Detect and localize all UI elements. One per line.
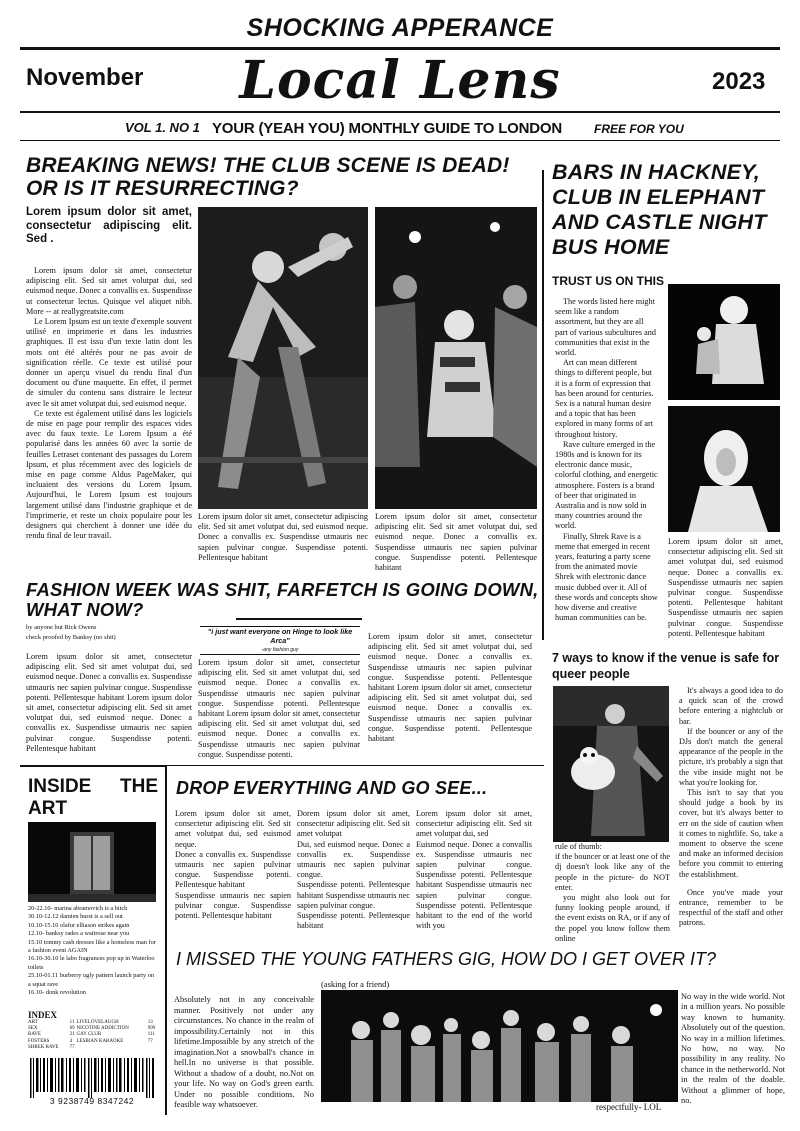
- index-row: [28, 1045, 158, 1051]
- index-cell: FOSTERS: [28, 1038, 50, 1044]
- index-cell: LESBIAN KARAOKE: [76, 1038, 124, 1044]
- fashion-checked: check proofed by Banksy (no shit): [26, 634, 116, 641]
- lead-body: [26, 266, 192, 541]
- art-listing-item: 20-22.10- marina abramovich is a bitch: [28, 905, 128, 912]
- index-cell: RAVE: [28, 1032, 41, 1038]
- inside-art-photo: [28, 822, 156, 902]
- bars-photo-caption: Lorem ipsum dolor sit amet, consectetur adipiscing elit. Sed sit amet volutpat dui, sed euismod neque. Donec a convallis ex. Suspendisse utmauris nec sapien pulvinar congue. Suspendisse potenti. Pellentesque habitant Suspendisse utmauris nec sapien pulvinar congue. Suspendisse potenti. Pellentesque habitant: [668, 537, 783, 638]
- top-banner: SHOCKING APPERANCE: [246, 14, 554, 42]
- lead-headline: BREAKING NEWS! THE CLUB SCENE IS DEAD! OR IS IT RESURRECTING?: [26, 154, 510, 200]
- fathers-headline: I MISSED THE YOUNG FATHERS GIG, HOW DO I GET OVER IT?: [176, 949, 717, 969]
- section-divider-art: [165, 765, 167, 1115]
- bars-paragraph-1: The words listed here might seem like a random assortment, but they are all part of various subcultures and communities that exist in the world.: [555, 297, 656, 358]
- fathers-body-right: No way in the wide world. Not in a million years. No possible way known to humanity. Absolutely out of the question. No way in a million lifetimes. No how, no way. No possibility in any reality. No chance in the netherworld. Not in the realm of the doable. Without a glimmer of hope, no.: [681, 992, 785, 1106]
- index-cell: SHREK RAVE: [28, 1044, 59, 1050]
- index-cell: 69: [69, 1026, 75, 1032]
- bars-paragraph-2: Art can mean different things to different people, but it is a form of expression that has been around for centuries. Sex is a natural human desire and a topic that has been explored in many forms of art throughout history.: [555, 358, 654, 439]
- art-listing-item: 15.10 tommy cash dresses like a homeless man for a fashion event AGAIN: [28, 938, 156, 955]
- art-listing-item: 10.10-15.10 olafur elliason strikes again: [28, 921, 130, 929]
- drop-column-2: Dorem ipsum dolor sit amet, consectetur adipiscing elit. Sed sit amet volutpat Dui, sed euismod neque. Donec a convallis ex. Suspendisse utmauris nec sapien pulvinar congue. Suspendisse potenti. Pellentesque habitant Suspendisse utmauris nec sapien pulvinar congue. Suspendisse potenti. Pellentesque habitant: [297, 809, 410, 931]
- section-rule-middle: [166, 765, 544, 766]
- index-cell: 11: [69, 1020, 75, 1025]
- bars-headline: BARS IN HACKNEY, CLUB IN ELEPHANT AND CASTLE NIGHT BUS HOME: [552, 160, 767, 259]
- index-cell: LIVELOVELAUGH: [76, 1020, 119, 1025]
- fashion-body-3: Lorem ipsum dolor sit amet, consectetur adipiscing elit. Sed sit amet volutpat dui, sed euismod neque. Donec a convallis ex. Suspendisse utmauris nec sapien pulvinar congue. Suspendisse potenti. Pellentesque habitant Lorem ipsum dolor sit amet, consectetur adipiscing elit. Sed sit amet volutpat dui, sed euismod neque. Donec a convallis ex. Suspendisse utmauris nec sapien pulvinar congue. Suspendisse potenti. Pellentesque habitant: [368, 632, 532, 744]
- queer-paragraph-1: It's always a good idea to do a quick scan of the crowd before entering a nightclub or bar.: [679, 686, 783, 726]
- lead-deck: Lorem ipsum dolor sit amet, consectetur adipiscing elit. Sed .: [26, 206, 192, 245]
- art-listings: [28, 905, 158, 997]
- barcode-number: 3 9238749 8347242: [49, 1096, 135, 1106]
- index-title: INDEX: [28, 1010, 58, 1020]
- queer-paragraph-3: This isn't to say that you should judge a book by its cover, but it's always better to err on the side of caution when it comes to nightlife. So, take a moment to observe the scene and make an informed decision before you commit to entering the establishment.: [679, 788, 783, 879]
- index-cell: 4: [69, 1038, 73, 1044]
- section-rule-left: [20, 765, 166, 767]
- club-photo-2: [375, 207, 537, 509]
- index-cell: 77: [147, 1038, 153, 1044]
- issue-year: 2023: [712, 68, 766, 95]
- index-cell: 77: [69, 1044, 75, 1050]
- column-divider: [542, 170, 544, 640]
- queer-paragraph-4: Once you've made your entrance, remember to be respectful of the staff and other patrons.: [679, 887, 783, 928]
- tagline: YOUR (YEAH YOU) MONTHLY GUIDE TO LONDON: [212, 120, 563, 137]
- club-photo-2-caption: Lorem ipsum dolor sit amet, consectetur adipiscing elit. Sed sit amet volutpat dui, sed euismod neque. Donec a convallis ex. Suspendisse utmauris nec sapien pulvinar congue. Suspendisse potenti. Pellentesque habitant: [375, 512, 537, 573]
- art-listing-item: 12.10- banksy rades a waitrose near you: [28, 930, 130, 938]
- fashion-underline: [236, 618, 362, 620]
- bars-body: [555, 297, 658, 624]
- rule-of-thumb-title: rule of thumb:: [555, 842, 602, 851]
- price-label: FREE FOR YOU: [594, 122, 684, 136]
- art-listing-item: 30.10-12.12 damien hurst is a sell out: [28, 913, 123, 921]
- rule-of-thumb-1: if the bouncer or at least one of the dj doesn't look like any of the people in the picture- do NOT enter.: [555, 852, 670, 892]
- barcode-bars: [28, 1058, 156, 1098]
- bars-photo-1: [668, 284, 780, 400]
- bars-photo-2: [668, 406, 780, 532]
- bars-paragraph-3: Rave culture emerged in the 1980s and is known for its electronic dance music, colorful clothing, and energetic atmosphere. Fosters is a brand of beer that originated in Australia and is now sold in many countries around the world.: [555, 439, 658, 531]
- fashion-headline: FASHION WEEK WAS SHIT, FARFETCH IS GOING DOWN, WHAT NOW?: [26, 579, 539, 620]
- fathers-signoff: respectfully- LOL: [596, 1102, 662, 1112]
- masthead-title: Local Lens: [239, 50, 561, 111]
- drop-column-1: Lorem ipsum dolor sit amet, consectetur adipiscing elit. Sed sit amet volutpat dui, sed euismod neque. Donec a convallis ex. Suspendisse utmauris nec sapien pulvinar congue. Suspendisse potenti. Pellentesque habitant Suspendisse utmauris nec sapien pulvinar congue. Suspendisse potenti. Pellentesque habitant: [175, 809, 291, 921]
- bars-paragraph-4: Finally, Shrek Rave is a meme that emerged in recent years, featuring a party scene from the animated movie Shrek with electronic dance music dubbed over it. All of these words and concepts show how diverse and creative human communities can be.: [555, 531, 658, 623]
- club-photo-1: [198, 207, 368, 509]
- barcode: [28, 1058, 156, 1110]
- index-cell: 13: [147, 1020, 153, 1025]
- inside-art-headline: INSIDE THE ART: [28, 776, 158, 819]
- tagline-rule: [20, 140, 780, 141]
- vol-number: VOL 1. NO 1: [125, 120, 200, 135]
- fathers-photo: [321, 990, 678, 1102]
- pull-quote-attribution: -any fashion guy: [261, 647, 299, 653]
- fashion-body-2: Lorem ipsum dolor sit amet, consectetur adipiscing elit. Sed sit amet volutpat dui, sed euismod neque. Donec a convallis ex. Suspendisse utmauris nec sapien pulvinar congue. Suspendisse potenti. Pellentesque habitant Lorem ipsum dolor sit amet, consectetur adipiscing elit. Sed sit amet volutpat dui, sed euismod neque. Donec a convallis ex. Suspendisse utmauris nec sapien pulvinar congue. Suspendisse potenti.: [198, 658, 360, 759]
- issue-month: November: [26, 64, 144, 91]
- index-cell: 999: [147, 1026, 156, 1032]
- fashion-byline: by anyone but Rick Owens: [26, 624, 97, 631]
- pull-quote: "i just want everyone on Hinge to look like Arca": [207, 627, 353, 645]
- lead-paragraph-2: Le Lorem Ipsum est un texte d'exemple souvent utilisé en imprimerie et dans les industries graphiques. Il est issu d'un texte latin dont les mots ont été altérés pour ne pas avoir de signification réelle. Ce texte est utilisé pour donner un aperçu visuel du rendu final d'un document ou d'une maquette. En effet, il permet de simuler du contenu sans distraire le lecteur avec le sit amet volutpat dui, sed euismod neque.: [26, 317, 192, 408]
- queer-body: [679, 686, 783, 929]
- quote-rule-bottom: [200, 654, 360, 655]
- fathers-kicker: (asking for a friend): [321, 979, 390, 989]
- index-table: [28, 1020, 158, 1051]
- art-listing-item: 25.10-01.11 burberry ugly pattern launch party on a squat rave: [28, 972, 155, 988]
- art-listing-item: 16.10- donk revolution: [28, 989, 86, 997]
- index-cell: 111: [147, 1032, 155, 1038]
- fathers-body-left: Absolutely not in any conceivable manner. Positively not under any circumstances. No chance in the realm of impossibility.Certainly not in this lifetime.Impossible by any stretch of the imagination.Not a snowball's chance in hell.In no universe is that possible. Without a shadow of a doubt, no.Not on your life. No way on God's green earth. Under no possible conditions. No feasible way whatsoever.: [174, 995, 314, 1109]
- lead-paragraph-1: Lorem ipsum dolor sit amet, consectetur adipiscing elit. Sed sit amet volutpat dui, sed euismod neque. Donec a convallis ex. Suspendisse ut consectetur lectus. Quisque vel aliquet nibh. More -- at reallygreatsite.com: [26, 266, 192, 316]
- club-photo-1-caption: Lorem ipsum dolor sit amet, consectetur adipiscing elit. Sed sit amet volutpat dui, sed euismod neque. Donec a convallis ex. Suspendisse utmauris nec sapien pulvinar congue. Suspendisse potenti. Pellentesque habitant: [198, 512, 368, 562]
- rule-of-thumb-2: you might also look out for funny looking people around, if the event exists on RA, or if any of the popel you know follow them online: [555, 893, 670, 943]
- masthead-rule-bottom: [20, 111, 780, 113]
- rule-of-thumb: [555, 842, 670, 944]
- index-cell: GAY CLUB: [76, 1032, 102, 1038]
- drop-column-3: Lorem ipsum dolor sit amet, consectetur adipiscing elit. Sed sit amet volutpat dui, sed Euismod neque. Donec a convallis ex. Suspendisse utmauris nec sapien pulvinar congue. Suspendisse potenti. Pellentesque habitant Suspendisse utmauris nec sapien pulvinar congue. Suspendisse potenti. Pellentesque habitant to the end of the world with you: [416, 809, 532, 931]
- index-cell: 21: [69, 1032, 75, 1038]
- lead-paragraph-3: Ce texte est également utilisé dans les logiciels de mise en page pour remplir des espaces vides avec du faux texte. Le Lorem Ipsum a été popularisé dans les années 60 avec la sortie de feuilles Letraset contenant des passages du Lorem Ipsum, et plus récemment avec des logiciels de mise en page comme Aldus PageMaker, qui incluaient des versions du Lorem Ipsum. Aujourd'hui, le Lorem Ipsum est toujours largement utilisé dans l'industrie graphique et de l'imprimerie, et reste un choix populaire pour les designers qui cherchent à donner une idée du rendu final de leur travail.: [26, 408, 192, 541]
- art-listing-item: 16.10-30.10 le labo fragrances pop up in Waterloo toilets: [28, 955, 155, 971]
- index-cell: NICOTINE ADDICTION: [76, 1026, 129, 1032]
- index-cell: SEX: [28, 1026, 38, 1032]
- queer-paragraph-2: If the bouncer or any of the DJs don't match the general appearance of the people in the picture, it's probably a sign that the vibe inside might not be what you're looking for.: [679, 726, 783, 787]
- drop-headline: DROP EVERYTHING AND GO SEE...: [176, 778, 488, 798]
- bars-subhead: TRUST US ON THIS: [552, 274, 665, 288]
- index-cell: ART: [28, 1020, 38, 1025]
- queer-headline: 7 ways to know if the venue is safe for queer people: [552, 651, 780, 681]
- fashion-body-1: Lorem ipsum dolor sit amet, consectetur adipiscing elit. Sed sit amet volutpat dui, sed euismod neque. Donec a convallis ex. Suspendisse utmauris nec sapien pulvinar congue. Suspendisse potenti. Pellentesque habitant Lorem ipsum dolor sit amet, consectetur adipiscing elit. Sed sit amet volutpat dui, sed euismod neque. Donec a convallis ex. Suspendisse utmauris nec sapien pulvinar congue. Suspendisse potenti. Pellentesque habitant: [26, 652, 192, 753]
- queer-photo: [553, 686, 669, 842]
